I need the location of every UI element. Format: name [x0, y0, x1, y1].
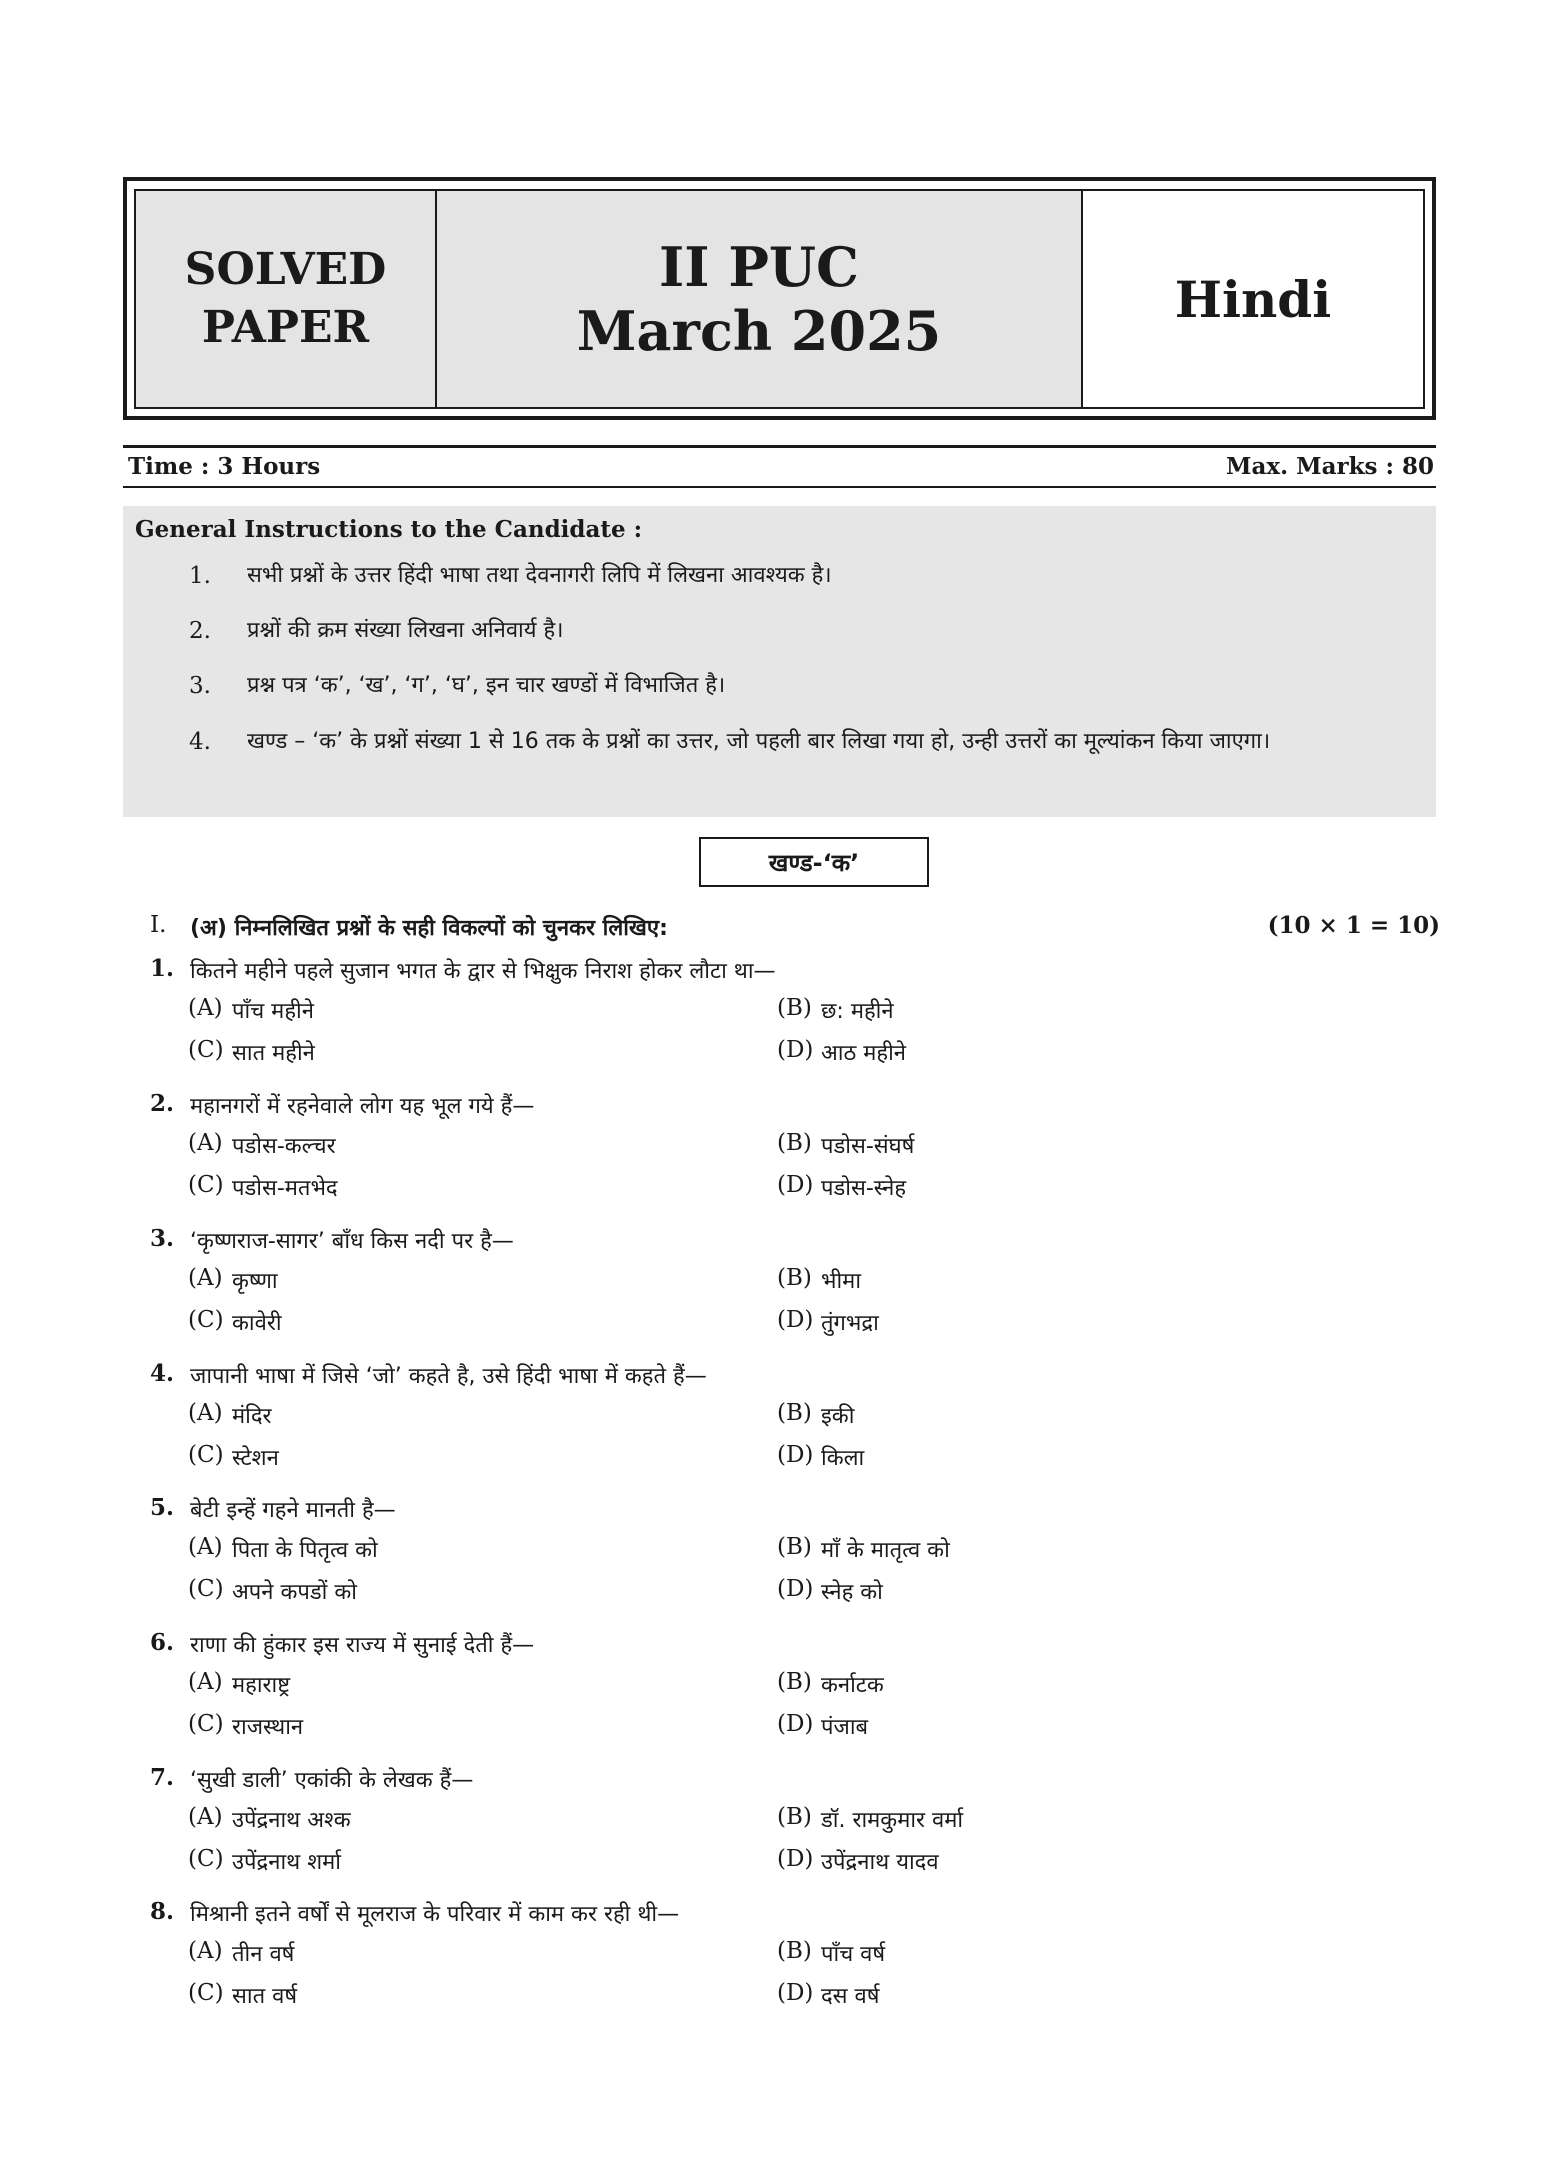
option-item [188, 1534, 378, 1564]
option-item [188, 1037, 315, 1067]
instruction-number: 2. [189, 618, 211, 644]
option-item [777, 1400, 854, 1430]
option-letter: (C) [188, 1037, 224, 1063]
instructions-box [123, 506, 1436, 817]
instruction-text: सभी प्रश्नों के उत्तर हिंदी भाषा तथा देवनागरी लिपि में लिखना आवश्यक है। [247, 563, 832, 588]
option-item [188, 1172, 338, 1202]
question-item [150, 1090, 1440, 1120]
option-text: उपेंद्रनाथ शर्मा [232, 1850, 342, 1875]
option-letter: (D) [777, 1442, 814, 1468]
option-text: पाँच वर्ष [821, 1942, 886, 1967]
question-number: 5. [150, 1494, 175, 1521]
option-text: भीमा [821, 1269, 862, 1294]
option-item [188, 1130, 336, 1160]
question-number: 7. [150, 1764, 175, 1791]
option-letter: (B) [777, 1938, 812, 1964]
option-letter: (A) [188, 1400, 223, 1426]
option-letter: (C) [188, 1980, 224, 2006]
option-text: तीन वर्ष [232, 1942, 295, 1967]
option-text: पडोस-मतभेद [232, 1176, 338, 1201]
question-number: 3. [150, 1225, 175, 1252]
question-item [150, 1898, 1440, 1928]
instruction-text: प्रश्न पत्र ‘क’, ‘ख’, ‘ग’, ‘घ’, इन चार खण्डों में विभाजित है। [247, 673, 726, 698]
option-item [777, 1037, 906, 1067]
question-number: 8. [150, 1898, 175, 1925]
option-text: स्टेशन [232, 1446, 279, 1471]
option-text: उपेंद्रनाथ अश्क [232, 1808, 351, 1833]
option-letter: (A) [188, 995, 223, 1021]
option-text: पाँच महीने [232, 999, 314, 1024]
option-item [777, 1711, 868, 1741]
option-item [188, 1804, 351, 1834]
instruction-number: 3. [189, 673, 211, 699]
question-item [150, 1764, 1440, 1794]
option-text: पंजाब [821, 1715, 869, 1740]
subject-label: Hindi [1083, 191, 1423, 407]
option-letter: (C) [188, 1307, 224, 1333]
option-letter: (D) [777, 1711, 814, 1737]
option-text: पडोस-कल्चर [232, 1134, 336, 1159]
option-item [777, 1846, 939, 1876]
exam-title [437, 191, 1083, 407]
question-item [150, 1225, 1440, 1255]
question-number: 4. [150, 1360, 175, 1387]
option-item [777, 1130, 914, 1160]
exam-date: March 2025 [576, 299, 942, 363]
part-marks: (10 × 1 = 10) [1267, 912, 1440, 939]
option-text: उपेंद्रनाथ यादव [821, 1850, 939, 1875]
question-text: कितने महीने पहले सुजान भगत के द्वार से भिक्षुक निराश होकर लौटा था— [190, 959, 776, 984]
option-letter: (C) [188, 1172, 224, 1198]
question-text: ‘सुखी डाली’ एकांकी के लेखक हैं— [190, 1768, 474, 1793]
section-heading: खण्ड-‘क’ [699, 837, 929, 887]
divider-bottom [123, 486, 1436, 488]
instruction-number: 4. [189, 729, 211, 755]
option-text: सात वर्ष [232, 1984, 298, 2009]
instruction-item [189, 607, 1411, 655]
instruction-text: प्रश्नों की क्रम संख्या लिखना अनिवार्य है। [247, 618, 564, 643]
option-letter: (A) [188, 1669, 223, 1695]
option-text: पडोस-संघर्ष [821, 1134, 915, 1159]
divider-top [123, 445, 1436, 448]
solved-label: SOLVED [184, 244, 387, 295]
option-text: कर्नाटक [821, 1673, 884, 1698]
instruction-item [189, 662, 1411, 710]
option-item [188, 1711, 303, 1741]
question-text: मिश्रानी इतने वर्षों से मूलराज के परिवार में काम कर रही थी— [190, 1902, 680, 1927]
option-text: छ: महीने [821, 999, 894, 1024]
option-item [777, 995, 894, 1025]
paper-header [134, 189, 1425, 409]
option-letter: (B) [777, 1669, 812, 1695]
option-letter: (C) [188, 1846, 224, 1872]
option-letter: (B) [777, 1534, 812, 1560]
option-letter: (D) [777, 1980, 814, 2006]
option-item [188, 1442, 279, 1472]
option-letter: (B) [777, 1265, 812, 1291]
option-letter: (D) [777, 1846, 814, 1872]
option-item [188, 1980, 297, 2010]
option-letter: (D) [777, 1172, 814, 1198]
option-text: मंदिर [232, 1404, 272, 1429]
question-text: बेटी इन्हें गहने मानती है— [190, 1498, 396, 1523]
option-item [188, 1307, 282, 1337]
option-text: इकी [821, 1404, 855, 1429]
max-marks-label: Max. Marks : 80 [1226, 453, 1434, 480]
option-item [777, 1172, 906, 1202]
option-text: तुंगभद्रा [821, 1311, 879, 1336]
question-text: राणा की हुंकार इस राज्य में सुनाई देती हैं— [190, 1633, 535, 1658]
option-text: आठ महीने [821, 1041, 907, 1066]
option-item [777, 1804, 963, 1834]
question-number: 1. [150, 955, 175, 982]
instruction-item [189, 552, 1411, 600]
solved-paper-label [136, 191, 437, 407]
option-item [188, 995, 314, 1025]
option-text: कावेरी [232, 1311, 282, 1336]
paper-label: PAPER [201, 302, 370, 353]
option-text: अपने कपडों को [232, 1580, 357, 1605]
option-text: किला [821, 1446, 865, 1471]
option-letter: (B) [777, 1400, 812, 1426]
option-text: कृष्णा [232, 1269, 278, 1294]
option-letter: (D) [777, 1576, 814, 1602]
option-text: पडोस-स्नेह [821, 1176, 907, 1201]
part-heading [150, 912, 1440, 942]
part-instruction: (अ) निम्नलिखित प्रश्नों के सही विकल्पों को चुनकर लिखिए: [190, 916, 668, 941]
option-letter: (A) [188, 1265, 223, 1291]
option-item [188, 1669, 290, 1699]
option-item [777, 1265, 861, 1295]
option-letter: (A) [188, 1534, 223, 1560]
option-text: महाराष्ट्र [232, 1673, 291, 1698]
time-label: Time : 3 Hours [128, 453, 321, 480]
option-letter: (A) [188, 1938, 223, 1964]
option-letter: (D) [777, 1037, 814, 1063]
option-text: राजस्थान [232, 1715, 304, 1740]
question-item [150, 955, 1440, 985]
option-item [777, 1938, 885, 1968]
part-number: I. [150, 912, 167, 938]
option-text: स्नेह को [821, 1580, 883, 1605]
option-item [777, 1669, 884, 1699]
option-text: पिता के पितृत्व को [232, 1538, 378, 1563]
instruction-number: 1. [189, 563, 211, 589]
option-text: सात महीने [232, 1041, 315, 1066]
option-letter: (C) [188, 1442, 224, 1468]
question-item [150, 1629, 1440, 1659]
option-letter: (A) [188, 1804, 223, 1830]
option-item [188, 1265, 278, 1295]
question-text: ‘कृष्णराज-सागर’ बाँध किस नदी पर है— [190, 1229, 514, 1254]
option-letter: (B) [777, 1130, 812, 1156]
question-text: महानगरों में रहनेवाले लोग यह भूल गये हैं— [190, 1094, 535, 1119]
question-item [150, 1494, 1440, 1524]
option-letter: (C) [188, 1576, 224, 1602]
question-item [150, 1360, 1440, 1390]
option-letter: (B) [777, 995, 812, 1021]
option-item [777, 1307, 879, 1337]
option-item [188, 1576, 357, 1606]
option-item [188, 1846, 341, 1876]
option-letter: (A) [188, 1130, 223, 1156]
instruction-item [189, 718, 1411, 766]
option-text: डॉ. रामकुमार वर्मा [821, 1808, 964, 1833]
option-item [777, 1576, 883, 1606]
option-text: माँ के मातृत्व को [821, 1538, 950, 1563]
option-letter: (D) [777, 1307, 814, 1333]
instruction-text: खण्ड – ‘क’ के प्रश्नों संख्या 1 से 16 तक के प्रश्नों का उत्तर, जो पहली बार लिखा गया हो, उन्ही उत्तरों का मूल्यांकन किया जाएगा। [247, 729, 1271, 754]
question-number: 2. [150, 1090, 175, 1117]
option-item [777, 1980, 880, 2010]
question-text: जापानी भाषा में जिसे ‘जो’ कहते है, उसे हिंदी भाषा में कहते हैं— [190, 1364, 707, 1389]
instructions-title: General Instructions to the Candidate : [135, 516, 643, 543]
option-letter: (C) [188, 1711, 224, 1737]
option-item [188, 1400, 272, 1430]
option-item [188, 1938, 294, 1968]
option-item [777, 1534, 950, 1564]
class-label: II PUC [659, 235, 859, 299]
question-number: 6. [150, 1629, 175, 1656]
option-text: दस वर्ष [821, 1984, 880, 2009]
option-letter: (B) [777, 1804, 812, 1830]
option-item [777, 1442, 864, 1472]
